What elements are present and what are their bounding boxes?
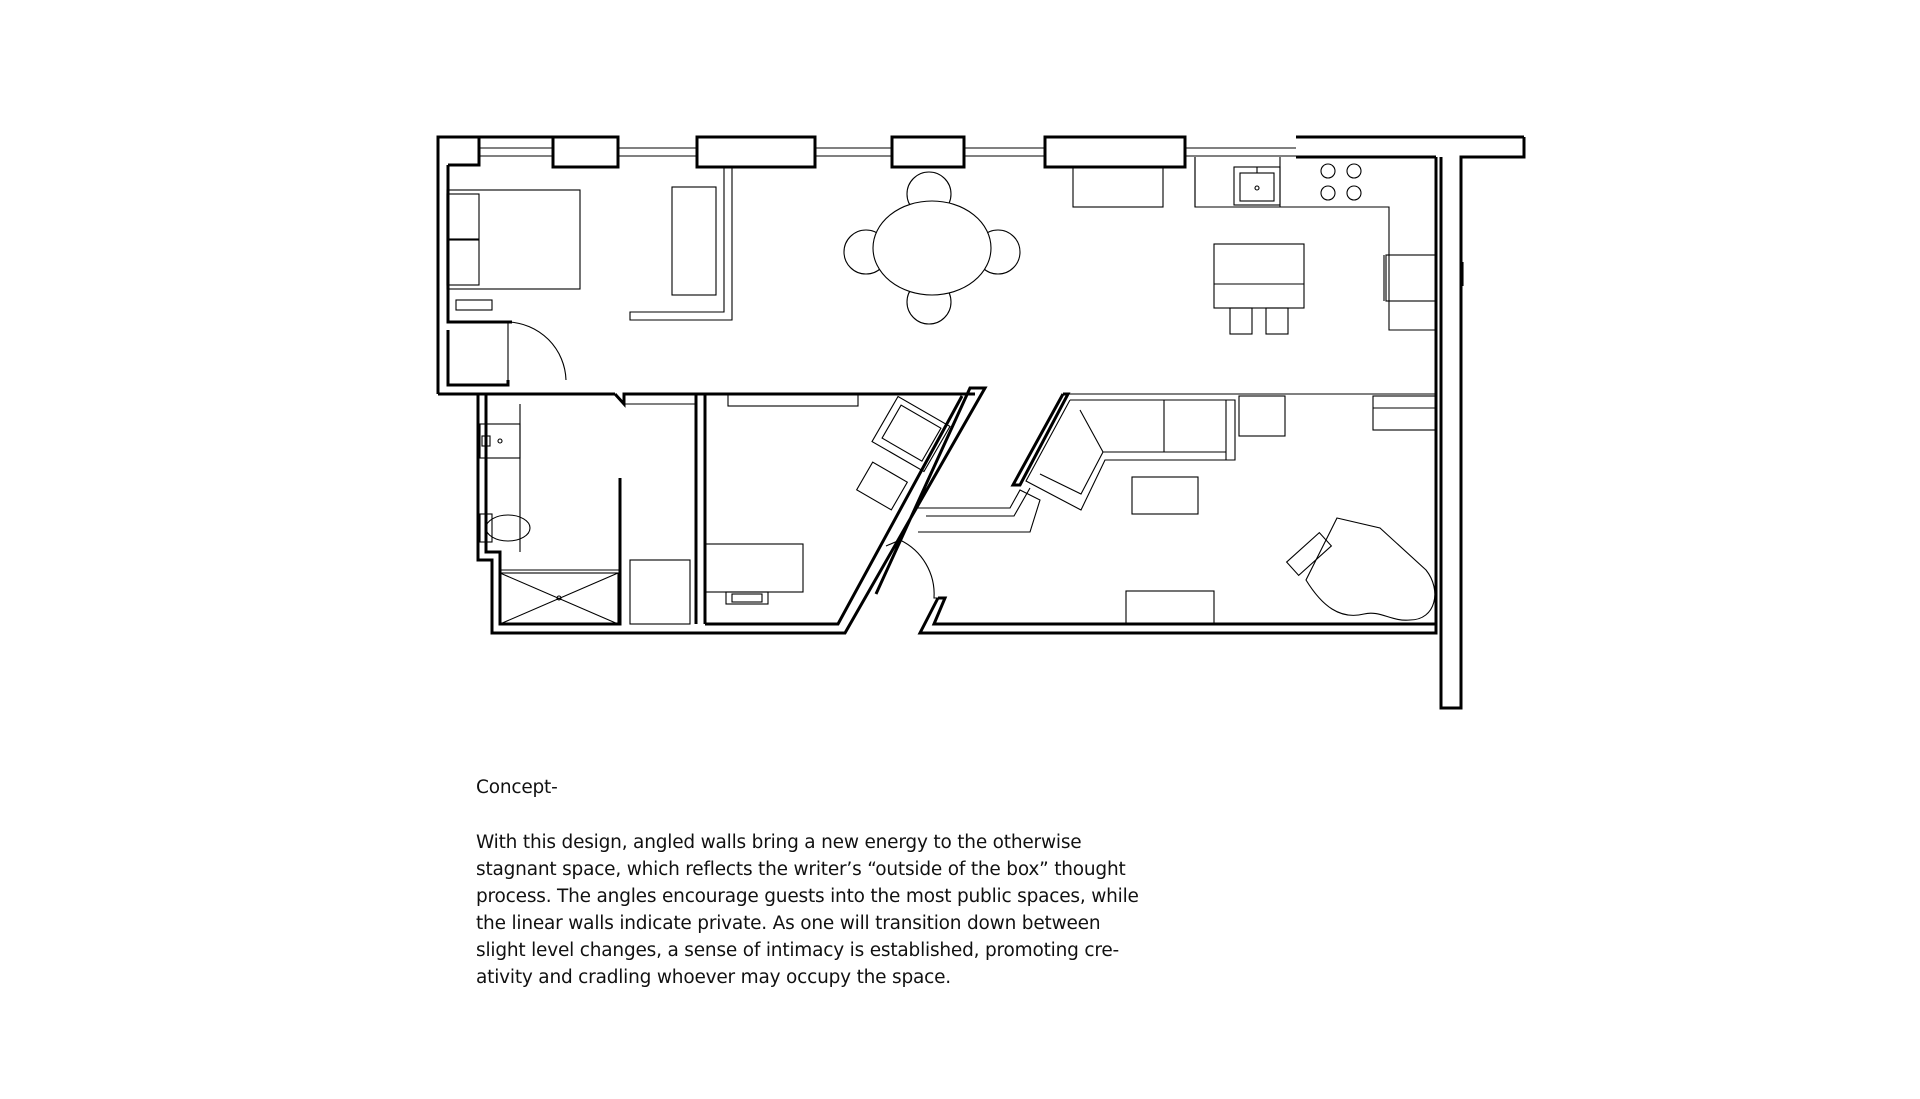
nightstand [456,300,492,310]
coffee-table [1132,477,1198,514]
bar-stool-2 [1266,308,1288,334]
concept-heading: Concept- [476,777,558,798]
bar-stool-1 [1230,308,1252,334]
concept-paragraph [476,829,1156,991]
window-pier-1 [553,137,618,167]
concept-line: slight level changes, a sense of intimacy is established, promoting cre- [476,940,1119,961]
concept-line: stagnant space, which reflects the writer’s “outside of the box” thought [476,859,1126,880]
desk [705,544,803,592]
sideboard [1073,167,1163,207]
fridge [1386,255,1436,301]
bedroom-furniture [447,168,732,380]
kitchen [1073,157,1463,334]
living-furniture [918,396,1436,624]
media-console [1373,396,1436,430]
sofa-left [672,187,716,295]
kitchen-island [1214,244,1304,308]
step-edge [918,490,1040,532]
north-wall [438,137,479,394]
concept-line: ativity and cradling whoever may occupy the space. [476,967,951,988]
concept-line: With this design, angled walls bring a new energy to the otherwise [476,832,1082,853]
end-table [1239,396,1285,436]
bedroom-door-swing [508,322,566,380]
office-window-sill [728,394,858,406]
tv-console [1126,591,1214,624]
piano-bench [1287,533,1332,576]
ottoman-office [857,462,908,510]
living-angled-wall [1013,394,1068,485]
window-pier-2 [697,137,815,167]
bathroom-fixtures [480,404,696,624]
dining-furniture [844,172,1020,324]
concept-line: process. The angles encourage guests into the most public spaces, while [476,886,1139,907]
window-pier-4 [1045,137,1185,167]
entry-door-swing [900,540,938,598]
window-pier-3 [892,137,964,167]
grand-piano [1306,518,1435,620]
office-furniture [705,394,950,604]
toilet-bowl [486,515,530,541]
closet [630,560,690,624]
window-glazing [479,148,1296,156]
dining-table [873,201,991,295]
cooktop [1321,164,1361,200]
concept-line: the linear walls indicate private. As one will transition down between [476,913,1101,934]
concept-caption [476,775,1156,991]
bathroom-walls [478,394,620,624]
